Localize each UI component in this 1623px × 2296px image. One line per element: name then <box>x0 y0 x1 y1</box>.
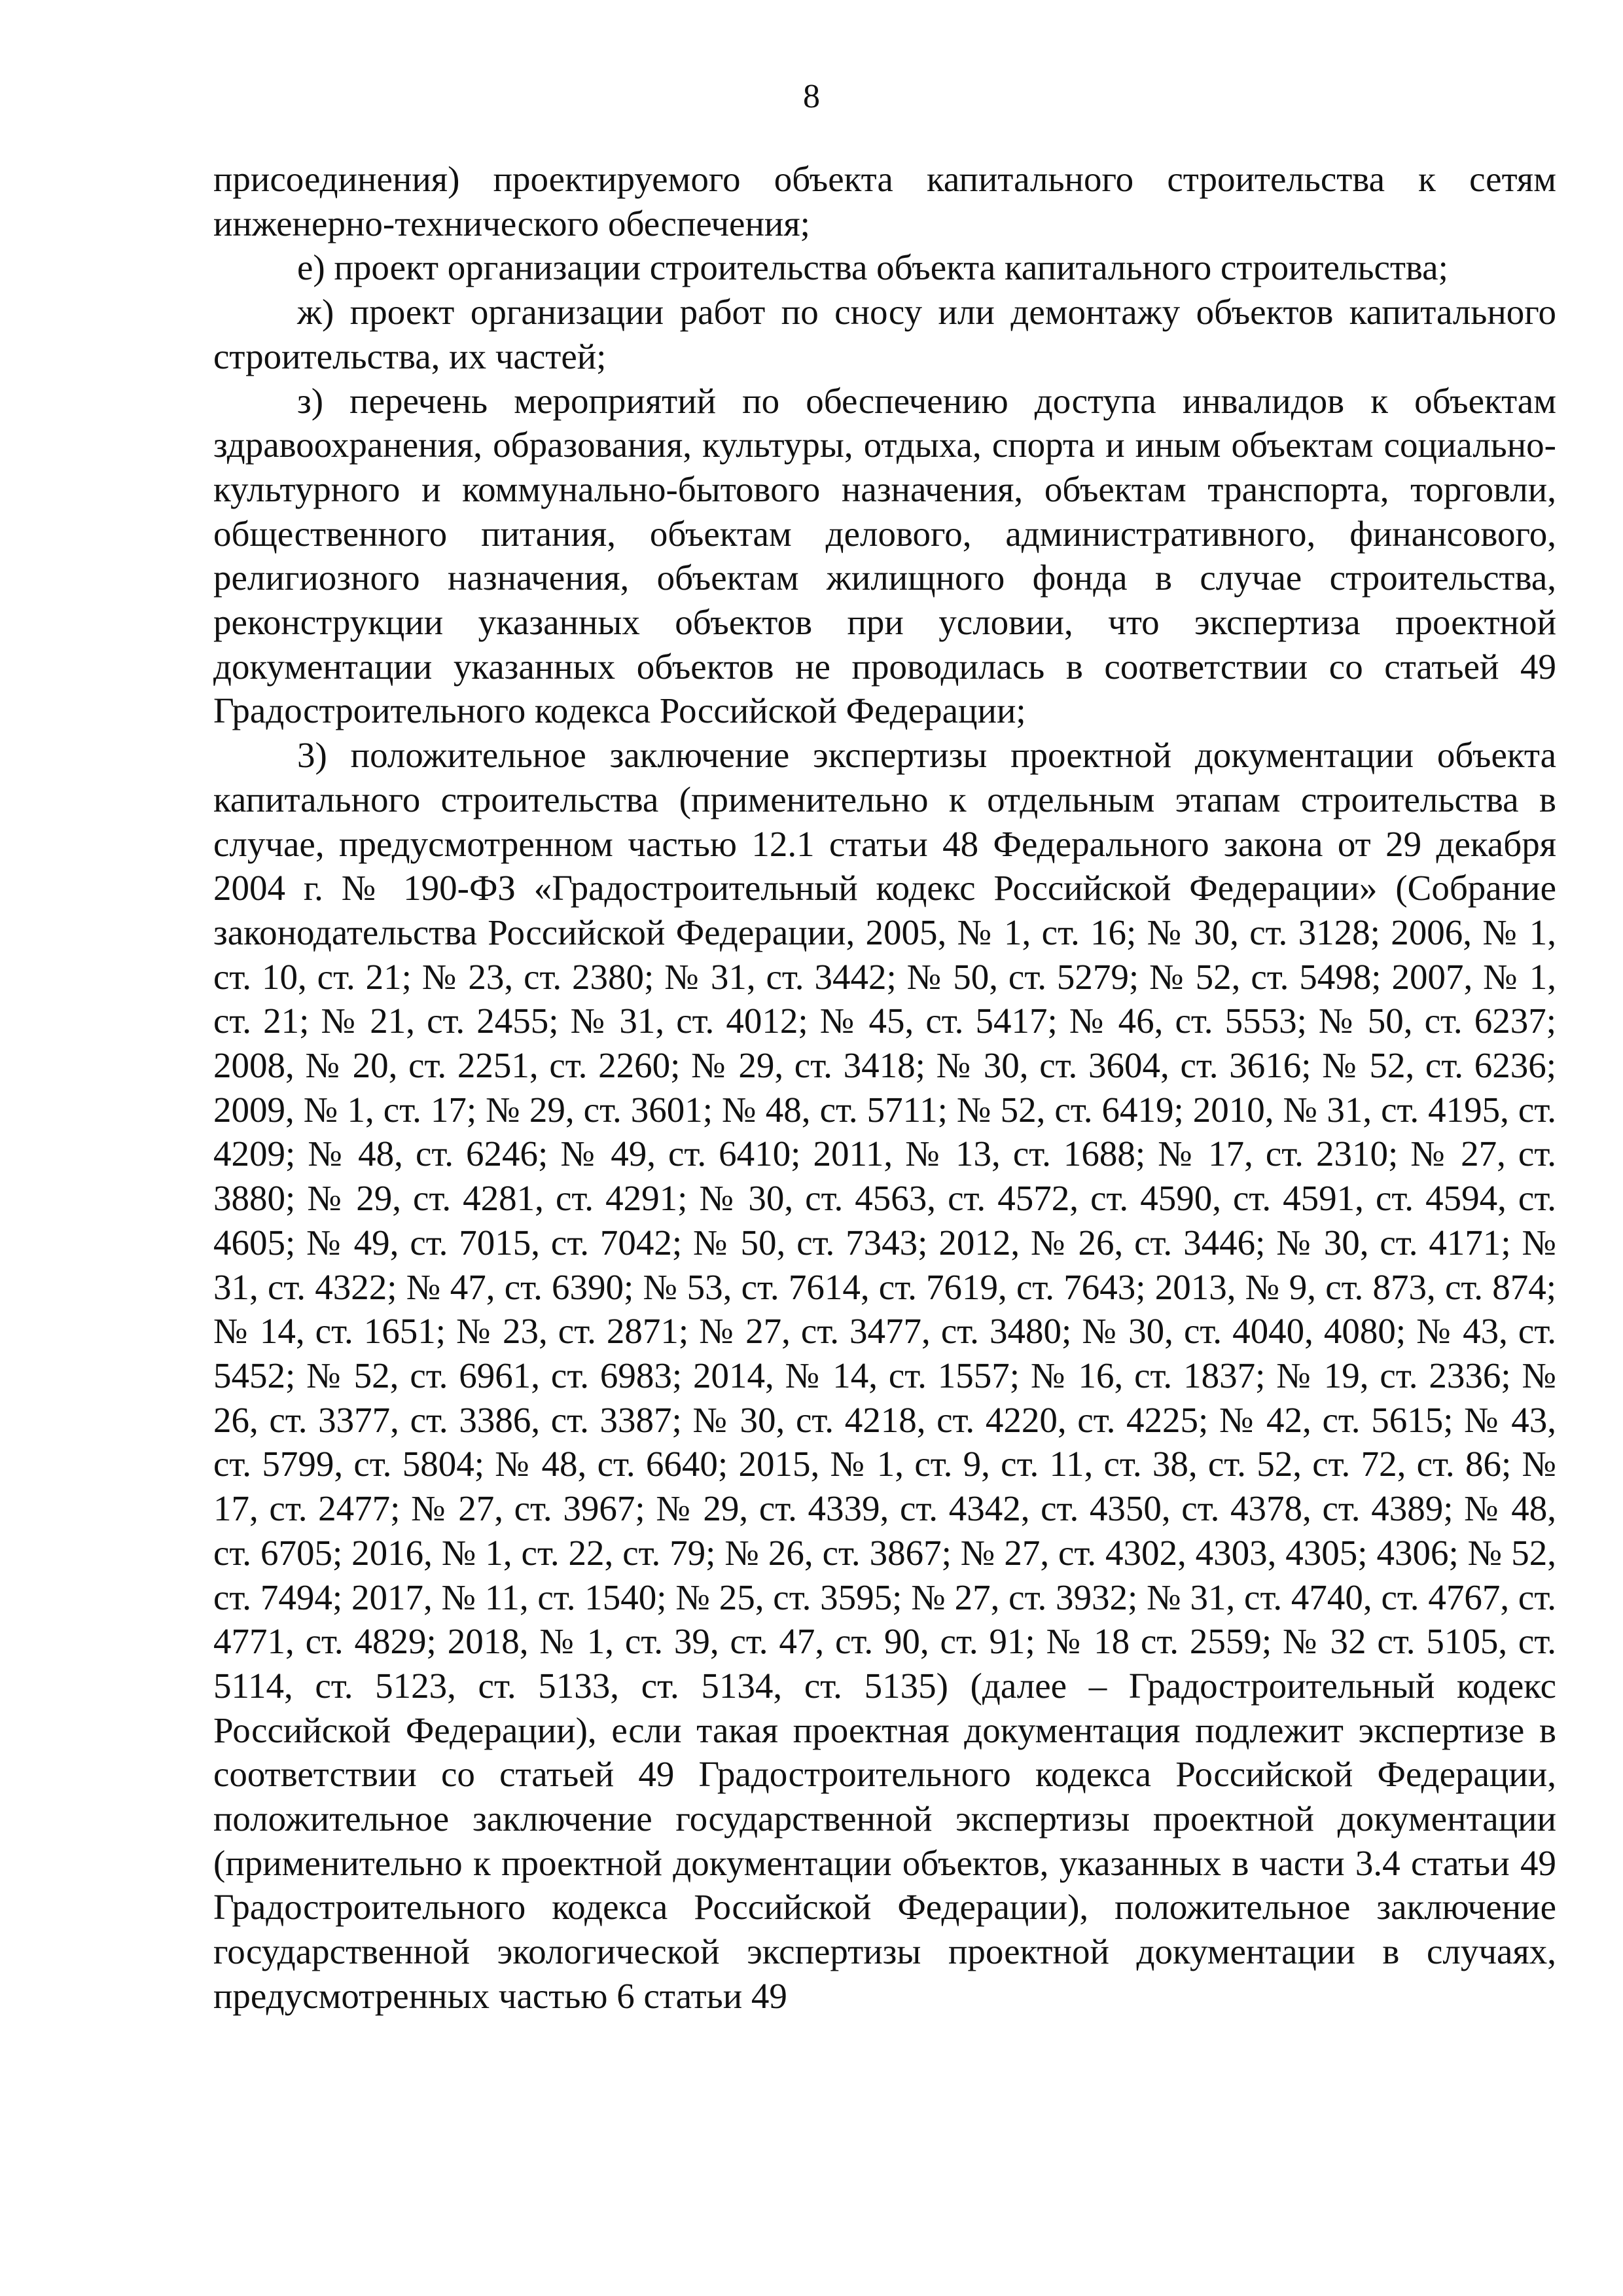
page-number: 8 <box>803 78 820 115</box>
paragraph-item-e-construction-project: е) проект организации строительства объекта капитального строительства; <box>297 247 1448 288</box>
paragraph-connection-networks: присоединения) проектируемого объекта капитального строительства к сетям инженерно-технического обеспечения; <box>213 159 1556 243</box>
paragraph-item-zh-demolition-project: ж) проект организации работ по сносу или демонтажу объектов капитального строительства, их частей; <box>213 292 1556 376</box>
paragraph-item-z-accessibility-measures: з) перечень мероприятий по обеспечению доступа инвалидов к объектам здравоохранения, образования, культуры, отдыха, спорта и иным объектам социально-культурного и коммунально-бытового назначения, объектам транспорта, торговли, общественного питания, объектам делового, административного, финансового, религиозного назначения, объектам жилищного фонда в случае строительства, реконструкции указанных объектов при условии, что экспертиза проектной документации указанных объектов не проводилась в соответствии со статьей 49 Градостроительного кодекса Российской Федерации; <box>213 380 1556 731</box>
paragraph-item-3-positive-expertise-conclusion: 3) положительное заключение экспертизы проектной документации объекта капитального строительства (применительно к отдельным этапам строительства в случае, предусмотренном частью 12.1 статьи 48 Федерального закона от 29 декабря 2004 г. № 190-ФЗ «Градостроительный кодекс Российской Федерации» (Собрание законодательства Российской Федерации, 2005, № 1, ст. 16; № 30, ст. 3128; 2006, № 1, ст. 10, ст. 21; № 23, ст. 2380; № 31, ст. 3442; № 50, ст. 5279; № 52, ст. 5498; 2007, № 1, ст. 21; № 21, ст. 2455; № 31, ст. 4012; № 45, ст. 5417; № 46, ст. 5553; № 50, ст. 6237; 2008, № 20, ст. 2251, ст. 2260; № 29, ст. 3418; № 30, ст. 3604, ст. 3616; № 52, ст. 6236; 2009, № 1, ст. 17; № 29, ст. 3601; № 48, ст. 5711; № 52, ст. 6419; 2010, № 31, ст. 4195, ст. 4209; № 48, ст. 6246; № 49, ст. 6410; 2011, № 13, ст. 1688; № 17, ст. 2310; № 27, ст. 3880; № 29, ст. 4281, ст. 4291; № 30, ст. 4563, ст. 4572, ст. 4590, ст. 4591, ст. 4594, ст. 4605; № 49, ст. 7015, ст. 7042; № 50, ст. 7343; 2012, № 26, ст. 3446; № 30, ст. 4171; № 31, ст. 4322; № 47, ст. 6390; № 53, ст. 7614, ст. 7619, ст. 7643; 2013, № 9, ст. 873, ст. 874; № 14, ст. 1651; № 23, ст. 2871; № 27, ст. 3477, ст. 3480; № 30, ст. 4040, 4080; № 43, ст. 5452; № 52, ст. 6961, ст. 6983; 2014, № 14, ст. 1557; № 16, ст. 1837; № 19, ст. 2336; № 26, ст. 3377, ст. 3386, ст. 3387; № 30, ст. 4218, ст. 4220, ст. 4225; № 42, ст. 5615; № 43, ст. 5799, ст. 5804; № 48, ст. 6640; 2015, № 1, ст. 9, ст. 11, ст. 38, ст. 52, ст. 72, ст. 86; № 17, ст. 2477; № 27, ст. 3967; № 29, ст. 4339, ст. 4342, ст. 4350, ст. 4378, ст. 4389; № 48, ст. 6705; 2016, № 1, ст. 22, ст. 79; № 26, ст. 3867; № 27, ст. 4302, 4303, 4305; 4306; № 52, ст. 7494; 2017, № 11, ст. 1540; № 25, ст. 3595; № 27, ст. 3932; № 31, ст. 4740, ст. 4767, ст. 4771, ст. 4829; 2018, № 1, ст. 39, ст. 47, ст. 90, ст. 91; № 18 ст. 2559; № 32 ст. 5105, ст. 5114, ст. 5123, ст. 5133, ст. 5134, ст. 5135) (далее – Градостроительный кодекс Российской Федерации), если такая проектная документация подлежит экспертизе в соответствии со статьей 49 Градостроительного кодекса Российской Федерации, положительное заключение государственной экспертизы проектной документации (применительно к проектной документации объектов, указанных в части 3.4 статьи 49 Градостроительного кодекса Российской Федерации), положительное заключение государственной экологической экспертизы проектной документации в случаях, предусмотренных частью 6 статьи 49 <box>213 735 1556 2016</box>
document-body <box>213 157 1556 2018</box>
